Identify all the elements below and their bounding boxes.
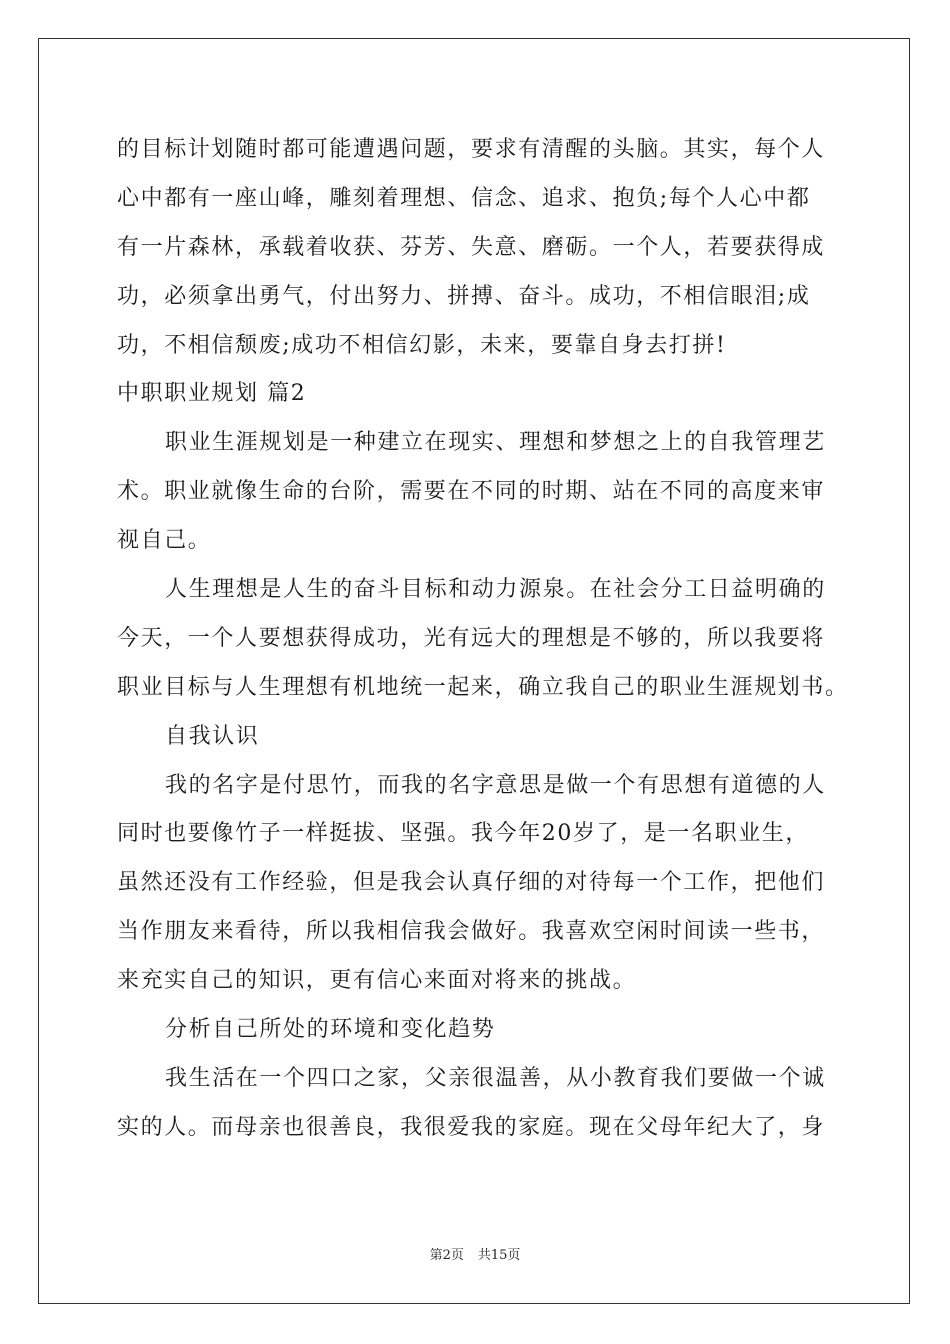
- text-line: 来充实自己的知识，更有信心来面对将来的挑战。: [117, 968, 637, 994]
- text-line: 虽然还没有工作经验，但是我会认真仔细的对待每一个工作，把他们: [117, 870, 826, 896]
- text-line: 视自己。: [117, 528, 212, 554]
- page-total: 共15页: [477, 1248, 521, 1263]
- text-line: 同时也要像竹子一样挺拔、坚强。我今年20岁了，是一名职业生，: [117, 821, 809, 847]
- text-line: 实的人。而母亲也很善良，我很爱我的家庭。现在父母年纪大了，身: [117, 1114, 826, 1140]
- paragraph-start: 我生活在一个四口之家，父亲很温善，从小教育我们要做一个诚: [165, 1065, 826, 1091]
- page-footer: [0, 1244, 950, 1263]
- document-body: [117, 126, 857, 1153]
- paragraph-start: 职业生涯规划是一种建立在现实、理想和梦想之上的自我管理艺: [165, 430, 826, 456]
- text-line: 术。职业就像生命的台阶，需要在不同的时期、站在不同的高度来审: [117, 479, 826, 505]
- text-line: 的目标计划随时都可能遭遇问题，要求有清醒的头脑。其实，每个人: [117, 137, 826, 162]
- page-number: 第2页: [429, 1248, 464, 1263]
- subsection-heading: 自我认识: [165, 723, 260, 749]
- text-line: 当作朋友来看待，所以我相信我会做好。我喜欢空闲时间读一些书，: [117, 919, 826, 945]
- text-line: 今天，一个人要想获得成功，光有远大的理想是不够的，所以我要将: [117, 625, 826, 651]
- text-line: 功，不相信颓废;成功不相信幻影，未来，要靠自身去打拼!: [117, 332, 727, 358]
- text-line: 心中都有一座山峰，雕刻着理想、信念、追求、抱负;每个人心中都: [117, 185, 811, 211]
- text-line: 职业目标与人生理想有机地统一起来，确立我自己的职业生涯规划书。: [117, 674, 849, 700]
- paragraph-start: 人生理想是人生的奋斗目标和动力源泉。在社会分工日益明确的: [165, 577, 826, 603]
- text-line: 有一片森林，承载着收获、芬芳、失意、磨砺。一个人，若要获得成: [117, 234, 826, 260]
- section-heading: 中职职业规划 篇2: [117, 381, 307, 407]
- text-line: 功，必须拿出勇气，付出努力、拼搏、奋斗。成功，不相信眼泪;成: [117, 283, 811, 309]
- subsection-heading: 分析自己所处的环境和变化趋势: [165, 1017, 496, 1043]
- paragraph-start: 我的名字是付思竹，而我的名字意思是做一个有思想有道德的人: [165, 772, 826, 798]
